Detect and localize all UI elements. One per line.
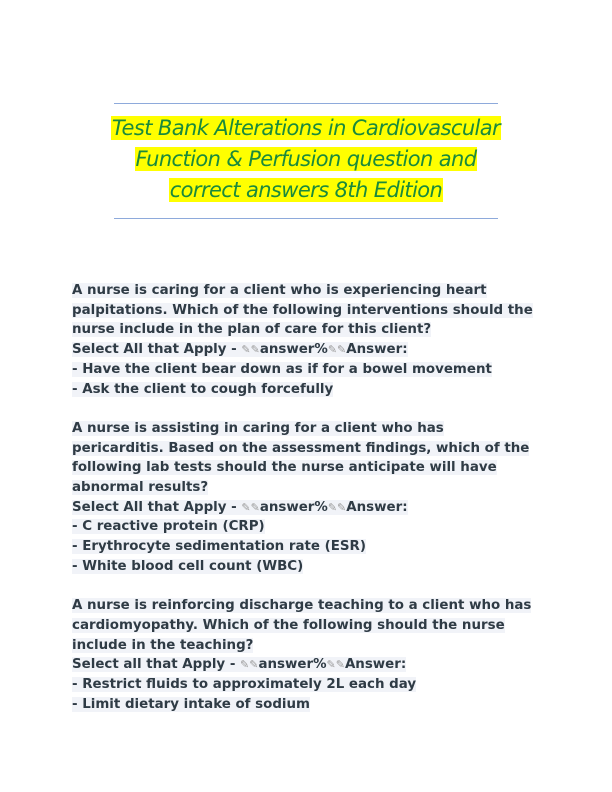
pencil-icon: ✎✎ — [327, 343, 347, 357]
answer-item: - Erythrocyte sedimentation rate (ESR) — [72, 539, 366, 555]
question-stem-line: A nurse is caring for a client who is experiencing heart — [72, 283, 487, 298]
pencil-icon: ✎✎ — [240, 658, 259, 672]
pencil-icon: ✎✎ — [326, 658, 345, 672]
answer-prompt-line — [72, 655, 542, 675]
answer-mid-text: answer% — [258, 657, 327, 673]
document-title — [100, 113, 512, 206]
answer-item: - Have the client bear down as if for a bowel movement — [72, 361, 492, 377]
title-line: Test Bank Alterations in Cardiovascular — [111, 116, 501, 140]
answer-label: Answer: — [344, 657, 407, 673]
question-block — [72, 419, 542, 577]
question-stem-line: A nurse is assisting in caring for a client who has — [72, 420, 444, 436]
answer-label: Answer: — [346, 342, 408, 358]
answer-mid-text: answer% — [259, 499, 328, 515]
select-prefix: Select all that Apply - — [72, 657, 241, 673]
title-line: correct answers 8th Edition — [169, 178, 443, 202]
question-stem-line: cardiomyopathy. Which of the following should the nurse — [72, 617, 505, 633]
question-stem-line: following lab tests should the nurse anticipate will have — [72, 460, 497, 476]
answer-prompt-line — [72, 340, 542, 360]
question-stem-line: include in the teaching? — [72, 637, 254, 653]
select-prefix: Select All that Apply - — [72, 499, 242, 515]
answer-item: - Limit dietary intake of sodium — [72, 696, 311, 712]
title-top-rule — [114, 103, 498, 104]
question-stem-line: nurse include in the plan of care for this client? — [72, 322, 432, 338]
question-block — [72, 281, 542, 399]
answer-item: - White blood cell count (WBC) — [72, 558, 304, 574]
pencil-icon: ✎✎ — [327, 500, 347, 514]
question-stem-line: pericarditis. Based on the assessment findings, which of the — [72, 440, 530, 456]
answer-prompt-line — [72, 498, 542, 518]
select-prefix: Select All that Apply - — [72, 342, 242, 358]
answer-label: Answer: — [346, 499, 408, 515]
answer-mid-text: answer% — [259, 342, 328, 358]
answer-item: - Ask the client to cough forcefully — [72, 381, 334, 397]
title-line: Function & Perfusion question and — [135, 147, 477, 171]
question-stem-line: abnormal results? — [72, 480, 209, 496]
question-list — [72, 281, 542, 734]
pencil-icon: ✎✎ — [241, 500, 260, 514]
answer-item: - Restrict fluids to approximately 2L each day — [72, 677, 417, 693]
title-bottom-rule — [114, 218, 498, 219]
pencil-icon: ✎✎ — [241, 343, 260, 357]
answer-item: - C reactive protein (CRP) — [72, 519, 265, 535]
question-stem-line: palpitations. Which of the following interventions should the — [72, 302, 533, 318]
question-stem-line: A nurse is reinforcing discharge teaching to a client who has — [72, 598, 532, 614]
question-block — [72, 596, 542, 714]
